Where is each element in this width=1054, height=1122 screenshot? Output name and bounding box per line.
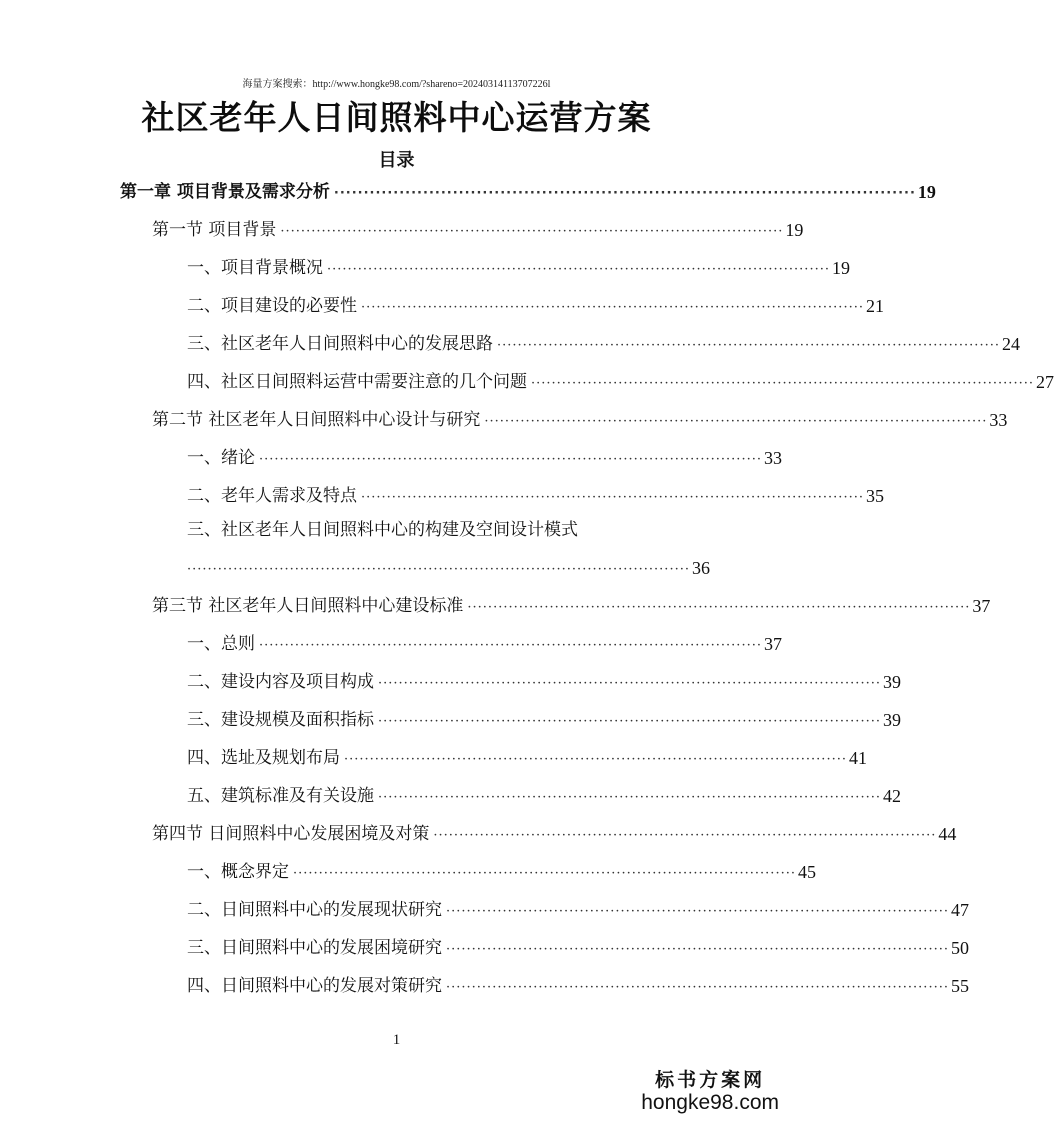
toc-entry-item[interactable] — [187, 290, 884, 322]
toc-entry-page: 35 — [865, 486, 884, 506]
toc-entry-page: 37 — [763, 634, 782, 654]
toc-entry-section[interactable] — [152, 590, 991, 622]
toc-entry-section[interactable] — [152, 214, 804, 246]
toc-entry-item[interactable] — [187, 742, 867, 774]
toc-entry-page: 45 — [797, 862, 816, 882]
watermark-en-text: hongke98.com — [641, 1091, 779, 1114]
toc-entry-label: 一、绪论 — [187, 448, 255, 468]
toc-entry-page: 27 — [1035, 372, 1054, 392]
toc-leader-dots: ·································································································· — [361, 300, 864, 315]
toc-leader-dots: ·································································································· — [327, 262, 830, 277]
toc-entry-label: 一、概念界定 — [187, 862, 289, 882]
watermark-cn-text: 标书方案网 — [655, 1069, 766, 1091]
toc-entry-page: 19 — [831, 258, 850, 278]
toc-entry-label: 四、社区日间照料运营中需要注意的几个问题 — [187, 372, 527, 392]
site-watermark — [641, 1065, 779, 1114]
toc-entry-label: 第四节 日间照料中心发展困境及对策 — [152, 824, 430, 844]
toc-entry-page: 44 — [938, 824, 957, 844]
toc-leader-dots: ·································································································· — [259, 638, 762, 653]
toc-entry-label: 三、日间照料中心的发展困境研究 — [187, 938, 442, 958]
toc-leader-dots: ·································································································· — [378, 714, 881, 729]
toc-entry-item-wrapped-leader[interactable] — [187, 552, 710, 584]
toc-entry-label: 第二节 社区老年人日间照料中心设计与研究 — [152, 410, 481, 430]
toc-leader-dots: ·································································································· — [378, 790, 881, 805]
toc-entry-label: 二、建设内容及项目构成 — [187, 672, 374, 692]
toc-entry-page: 47 — [950, 900, 969, 920]
toc-entry-item[interactable] — [187, 894, 969, 926]
toc-entry-item[interactable] — [187, 442, 782, 474]
toc-entry-page: 36 — [691, 558, 710, 578]
toc-entry-label: 第一章 项目背景及需求分析 — [120, 182, 330, 202]
toc-leader-dots: ·································································································· — [531, 376, 1034, 391]
toc-entry-label: 五、建筑标准及有关设施 — [187, 786, 374, 806]
toc-entry-page: 39 — [882, 710, 901, 730]
toc-entry-item[interactable] — [187, 628, 782, 660]
toc-entry-item[interactable] — [187, 780, 901, 812]
toc-entry-item[interactable] — [187, 666, 901, 698]
page-number: 1 — [392, 1032, 401, 1048]
toc-leader-dots: ·································································································· — [259, 452, 762, 467]
toc-leader-dots: ·································································································· — [187, 562, 690, 577]
toc-entry-page: 42 — [882, 786, 901, 806]
toc-entry-label: 三、建设规模及面积指标 — [187, 710, 374, 730]
toc-entry-page: 50 — [950, 938, 969, 958]
toc-entry-page: 33 — [989, 410, 1008, 430]
toc-leader-dots: ·································································································· — [446, 942, 949, 957]
toc-heading: 目录 — [378, 150, 415, 171]
toc-leader-dots: ·································································································· — [293, 866, 796, 881]
toc-leader-dots: ·································································································· — [484, 414, 988, 429]
toc-leader-dots: ·································································································· — [446, 980, 949, 995]
toc-entry-label: 二、日间照料中心的发展现状研究 — [187, 900, 442, 920]
toc-entry-page: 33 — [763, 448, 782, 468]
toc-leader-dots: ·································································································· — [361, 490, 864, 505]
toc-entry-label: 第三节 社区老年人日间照料中心建设标准 — [152, 596, 464, 616]
toc-entry-chapter-1[interactable] — [120, 176, 936, 208]
toc-leader-dots: ·································································································· — [280, 224, 784, 239]
toc-entry-section[interactable] — [152, 818, 957, 850]
document-title: 社区老年人日间照料中心运营方案 — [141, 98, 652, 137]
toc-entry-label: 三、社区老年人日间照料中心的发展思路 — [187, 334, 493, 354]
toc-leader-dots: ·································································································· — [467, 600, 971, 615]
toc-entry-item[interactable] — [187, 856, 816, 888]
toc-leader-dots: ·································································································· — [446, 904, 949, 919]
toc-entry-label: 第一节 项目背景 — [152, 220, 277, 240]
toc-entry-page: 39 — [882, 672, 901, 692]
toc-leader-dots: ·································································································· — [344, 752, 847, 767]
toc-leader-dots: ·································································································· — [497, 338, 1000, 353]
toc-entry-item[interactable] — [187, 252, 850, 284]
toc-entry-page: 24 — [1001, 334, 1020, 354]
toc-entry-item[interactable] — [187, 328, 1020, 360]
toc-leader-dots: ·································································································· — [378, 676, 881, 691]
toc-entry-item[interactable] — [187, 970, 969, 1002]
toc-entry-label: 四、日间照料中心的发展对策研究 — [187, 976, 442, 996]
toc-entry-page: 19 — [917, 182, 936, 202]
toc-leader-dots: ·································································································· — [433, 828, 937, 843]
toc-entry-page: 19 — [785, 220, 804, 240]
toc-entry-item[interactable] — [187, 366, 1054, 398]
toc-entry-section[interactable] — [152, 404, 1008, 436]
toc-entry-label: 二、项目建设的必要性 — [187, 296, 357, 316]
header-search-note: 海量方案搜索：http://www.hongke98.com/?shareno=20240314113707226l — [242, 79, 551, 90]
toc-leader-dots: ·································································································· — [333, 186, 916, 201]
toc-entry-page: 55 — [950, 976, 969, 996]
toc-entry-item-wrapped-label[interactable]: 三、社区老年人日间照料中心的构建及空间设计模式 — [187, 520, 578, 540]
toc-entry-page: 21 — [865, 296, 884, 316]
toc-entry-item[interactable] — [187, 704, 901, 736]
toc-entry-label: 四、选址及规划布局 — [187, 748, 340, 768]
toc-entry-label: 二、老年人需求及特点 — [187, 486, 357, 506]
toc-entry-item[interactable] — [187, 932, 969, 964]
toc-entry-page: 41 — [848, 748, 867, 768]
toc-entry-label: 一、总则 — [187, 634, 255, 654]
toc-entry-item[interactable] — [187, 480, 884, 512]
toc-entry-label: 一、项目背景概况 — [187, 258, 323, 278]
toc-entry-page: 37 — [972, 596, 991, 616]
